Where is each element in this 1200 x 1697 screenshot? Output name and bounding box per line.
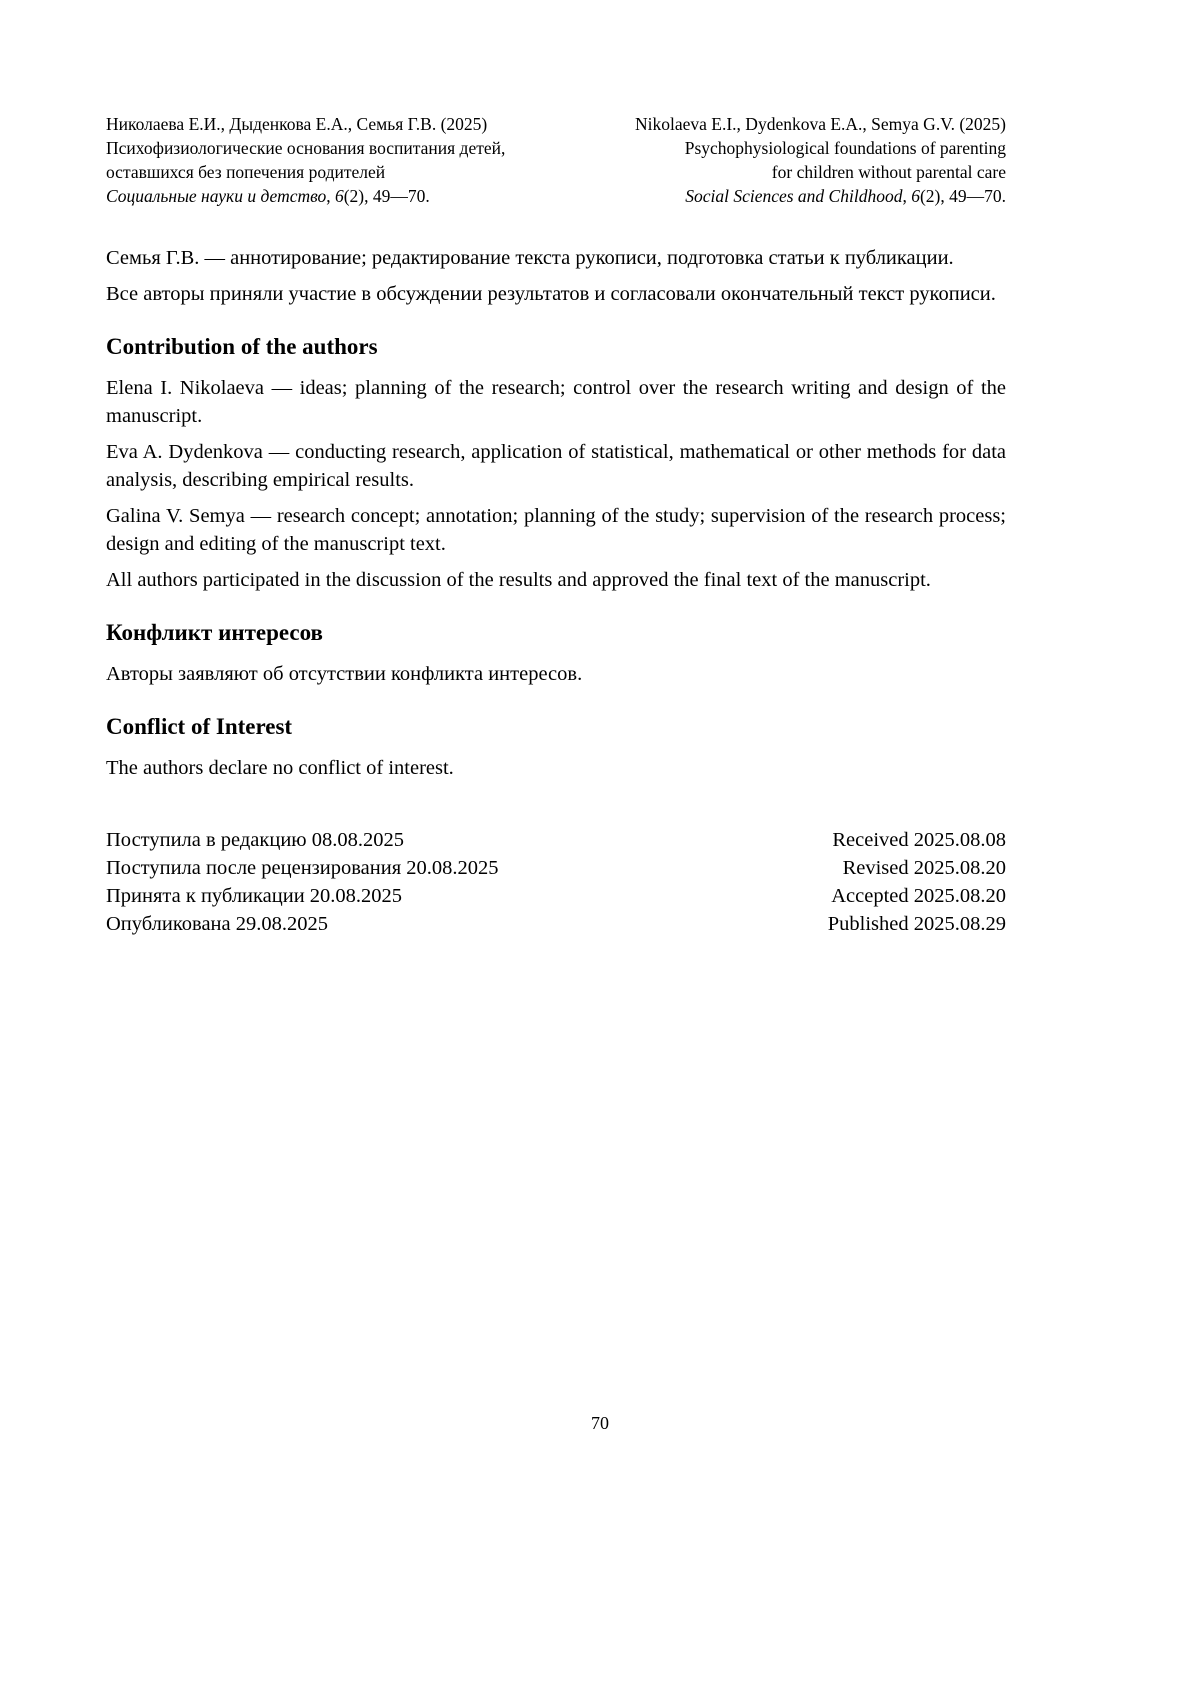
heading-contribution-of-authors: Contribution of the authors (106, 334, 378, 359)
citation-english (635, 112, 1006, 208)
citation-en-title-line2: for children without parental care (771, 162, 1006, 182)
citation-en-volume: 6 (911, 186, 920, 206)
citation-ru-title-line2: оставшихся без попечения родителей (106, 162, 386, 182)
heading-conflict-of-interest-en: Conflict of Interest (106, 714, 293, 739)
paragraph-all-authors-ru: Все авторы приняли участие в обсуждении результатов и согласовали окончательный текст рукописи. (106, 283, 996, 305)
date-published-en: Published 2025.08.29 (827, 913, 1006, 935)
citation-ru-title-line1: Психофизиологические основания воспитания детей, (106, 138, 506, 158)
citation-ru-journal-name: Социальные науки и детство (106, 186, 327, 206)
page-content (106, 112, 1006, 938)
date-received-ru: Поступила в редакцию 08.08.2025 (106, 829, 405, 851)
citation-ru-issue-pages: (2), 49—70. (343, 186, 430, 206)
paragraph-conflict-statement-en: The authors declare no conflict of interest. (106, 757, 454, 779)
article-body (106, 244, 1006, 938)
citation-en-journal-line (635, 184, 1006, 208)
date-row-accepted (106, 882, 1006, 910)
date-revised-en: Revised 2025.08.20 (842, 857, 1006, 879)
date-accepted-en: Accepted 2025.08.20 (831, 885, 1006, 907)
paragraph-conflict-statement-ru: Авторы заявляют об отсутствии конфликта интересов. (106, 663, 583, 685)
citation-en-authors: Nikolaeva E.I., Dydenkova E.A., Semya G.V. (2025) (635, 114, 1006, 134)
heading-conflict-of-interest-ru: Конфликт интересов (106, 620, 323, 645)
date-revised-ru: Поступила после рецензирования 20.08.2025 (106, 857, 499, 879)
citation-en-separator: , (902, 186, 912, 206)
date-row-revised (106, 854, 1006, 882)
date-received-en: Received 2025.08.08 (832, 829, 1006, 851)
citation-ru-journal-line (106, 184, 505, 208)
editorial-dates-block (106, 826, 1006, 938)
paragraph-dydenkova-contribution-en: Eva A. Dydenkova — conducting research, application of statistical, mathematical or other methods for data analysis, describing empirical results. (106, 441, 1006, 491)
date-row-published (106, 910, 1006, 938)
running-head (106, 112, 1006, 208)
paragraph-semya-contribution-ru: Семья Г.В. — аннотирование; редактирование текста рукописи, подготовка статьи к публикации. (106, 247, 954, 269)
date-row-received (106, 826, 1006, 854)
citation-ru-volume: 6 (334, 186, 344, 206)
citation-en-title-line1: Psychophysiological foundations of parenting (684, 138, 1006, 158)
page-number: 70 (591, 1413, 609, 1433)
citation-en-journal-name: Social Sciences and Childhood (685, 186, 903, 206)
citation-ru-authors: Николаева Е.И., Дыденкова Е.А., Семья Г.В. (2025) (106, 114, 488, 134)
paragraph-nikolaeva-contribution-en: Elena I. Nikolaeva — ideas; planning of the research; control over the research writing and design of the manuscript. (106, 377, 1006, 427)
date-published-ru: Опубликована 29.08.2025 (106, 913, 328, 935)
citation-en-issue-pages: (2), 49—70. (919, 186, 1006, 206)
citation-russian (106, 112, 505, 208)
date-accepted-ru: Принята к публикации 20.08.2025 (106, 885, 403, 907)
citation-ru-separator: , (326, 186, 335, 206)
paragraph-semya-contribution-en: Galina V. Semya — research concept; annotation; planning of the study; supervision of the research process; design and editing of the manuscript text. (106, 505, 1006, 555)
paragraph-all-authors-en: All authors participated in the discussion of the results and approved the final text of the manuscript. (106, 569, 931, 591)
